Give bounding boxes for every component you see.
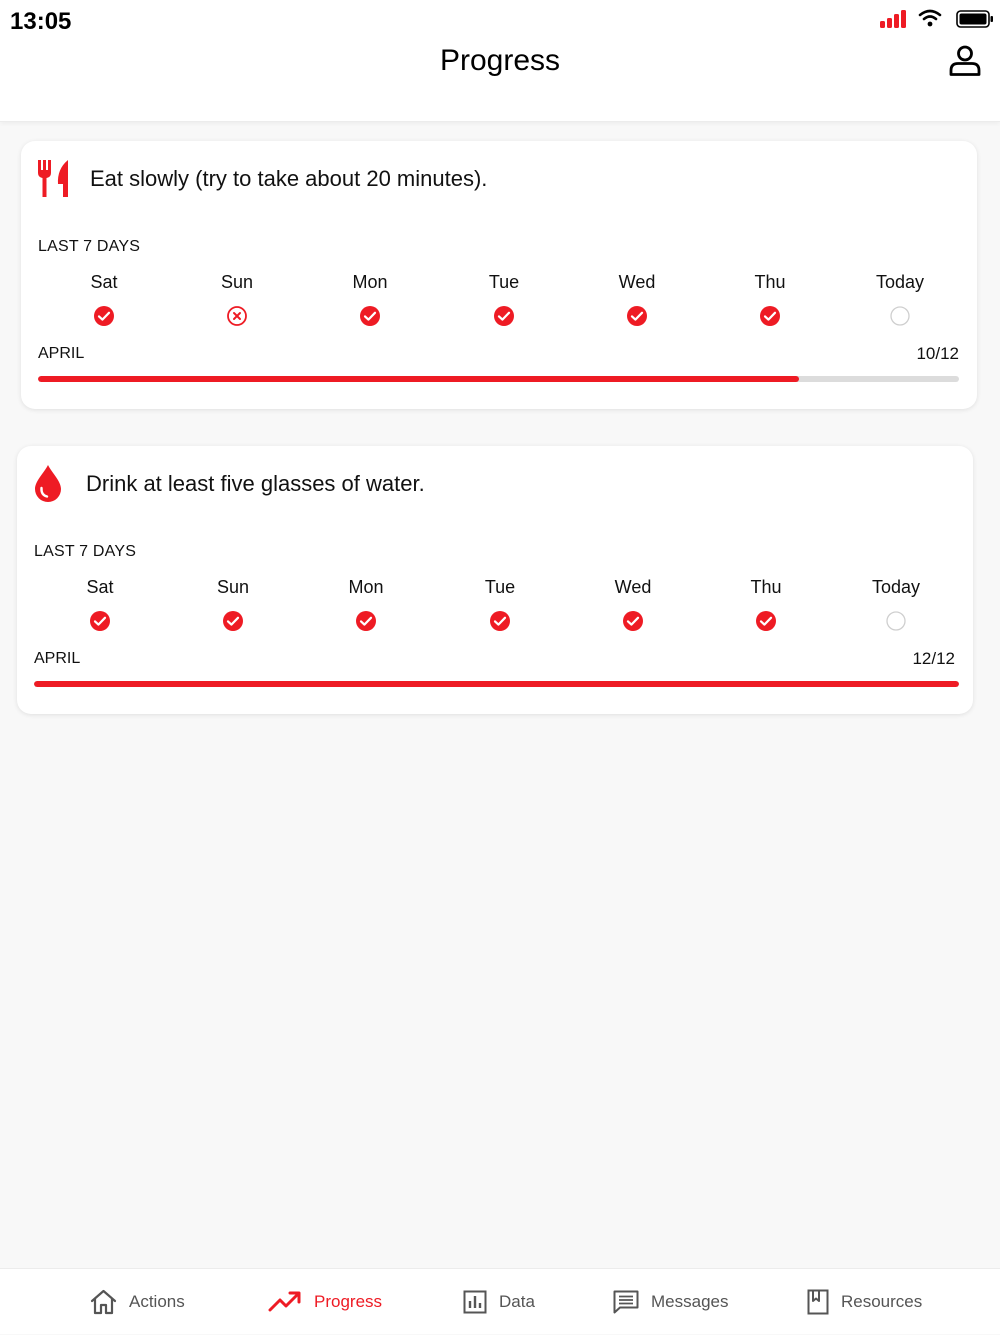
signal-icon (880, 10, 908, 28)
nav-label: Progress (314, 1292, 383, 1311)
message-icon (613, 1290, 639, 1314)
day-sat (40, 577, 160, 633)
nav-item-progress[interactable] (268, 1269, 382, 1335)
progress-count: 10/12 (916, 344, 959, 363)
x-circle-icon (225, 304, 249, 328)
progress-bar (38, 376, 959, 382)
action-card-drink-water[interactable] (17, 446, 973, 714)
nav-item-resources[interactable] (807, 1269, 922, 1335)
day-label: Tue (488, 272, 520, 292)
check-circle-icon (621, 609, 645, 633)
day-thu (710, 272, 830, 328)
day-label: Mon (352, 272, 388, 292)
app-header (0, 0, 1000, 122)
nav-label: Actions (129, 1292, 185, 1311)
month-label: APRIL (34, 650, 81, 667)
day-wed (573, 577, 693, 633)
empty-circle-icon (888, 304, 912, 328)
nav-label: Data (499, 1292, 535, 1311)
page-title: Progress (439, 44, 561, 77)
day-label: Sun (220, 272, 254, 292)
water-drop-icon (34, 464, 62, 502)
day-label: Wed (618, 272, 656, 292)
bar-chart-icon (463, 1290, 487, 1314)
check-circle-icon (221, 609, 245, 633)
bookmark-icon (807, 1289, 829, 1315)
month-label: APRIL (38, 345, 85, 362)
card-title: Drink at least five glasses of water. (86, 471, 425, 496)
check-circle-icon (625, 304, 649, 328)
day-label: Mon (348, 577, 384, 597)
trend-up-icon (268, 1290, 302, 1314)
progress-fill (34, 681, 959, 687)
day-label: Sun (216, 577, 250, 597)
day-sat (44, 272, 164, 328)
day-label: Wed (614, 577, 652, 597)
progress-count: 12/12 (912, 649, 955, 668)
day-today (836, 577, 956, 633)
check-circle-icon (358, 304, 382, 328)
user-icon (948, 43, 982, 77)
day-tue (444, 272, 564, 328)
check-circle-icon (354, 609, 378, 633)
profile-button[interactable] (948, 43, 982, 77)
nav-label: Resources (841, 1292, 923, 1311)
progress-fill (38, 376, 799, 382)
card-title: Eat slowly (try to take about 20 minutes). (90, 166, 488, 191)
home-icon (90, 1289, 117, 1315)
day-today (840, 272, 960, 328)
day-label: Thu (754, 272, 786, 292)
battery-icon (956, 10, 994, 28)
action-card-eat-slowly[interactable] (21, 141, 977, 409)
bottom-nav (0, 1268, 1000, 1334)
check-circle-icon (754, 609, 778, 633)
progress-bar (34, 681, 959, 687)
day-sun (177, 272, 297, 328)
check-circle-icon (758, 304, 782, 328)
empty-circle-icon (884, 609, 908, 633)
day-tue (440, 577, 560, 633)
check-circle-icon (492, 304, 516, 328)
day-mon (306, 577, 426, 633)
fork-knife-icon (37, 159, 71, 199)
check-circle-icon (92, 304, 116, 328)
check-circle-icon (88, 609, 112, 633)
nav-item-actions[interactable] (90, 1269, 185, 1335)
day-mon (310, 272, 430, 328)
check-circle-icon (488, 609, 512, 633)
nav-item-data[interactable] (463, 1269, 535, 1335)
day-wed (577, 272, 697, 328)
wifi-icon (918, 8, 942, 28)
last-days-label: LAST 7 DAYS (38, 238, 141, 255)
nav-label: Messages (651, 1292, 729, 1311)
status-time: 13:05 (10, 8, 72, 35)
day-label: Today (871, 577, 921, 597)
nav-item-messages[interactable] (613, 1269, 728, 1335)
day-label: Sat (90, 272, 118, 292)
day-label: Tue (484, 577, 516, 597)
day-thu (706, 577, 826, 633)
day-sun (173, 577, 293, 633)
day-label: Sat (86, 577, 114, 597)
day-label: Today (875, 272, 925, 292)
last-days-label: LAST 7 DAYS (34, 543, 137, 560)
day-label: Thu (750, 577, 782, 597)
